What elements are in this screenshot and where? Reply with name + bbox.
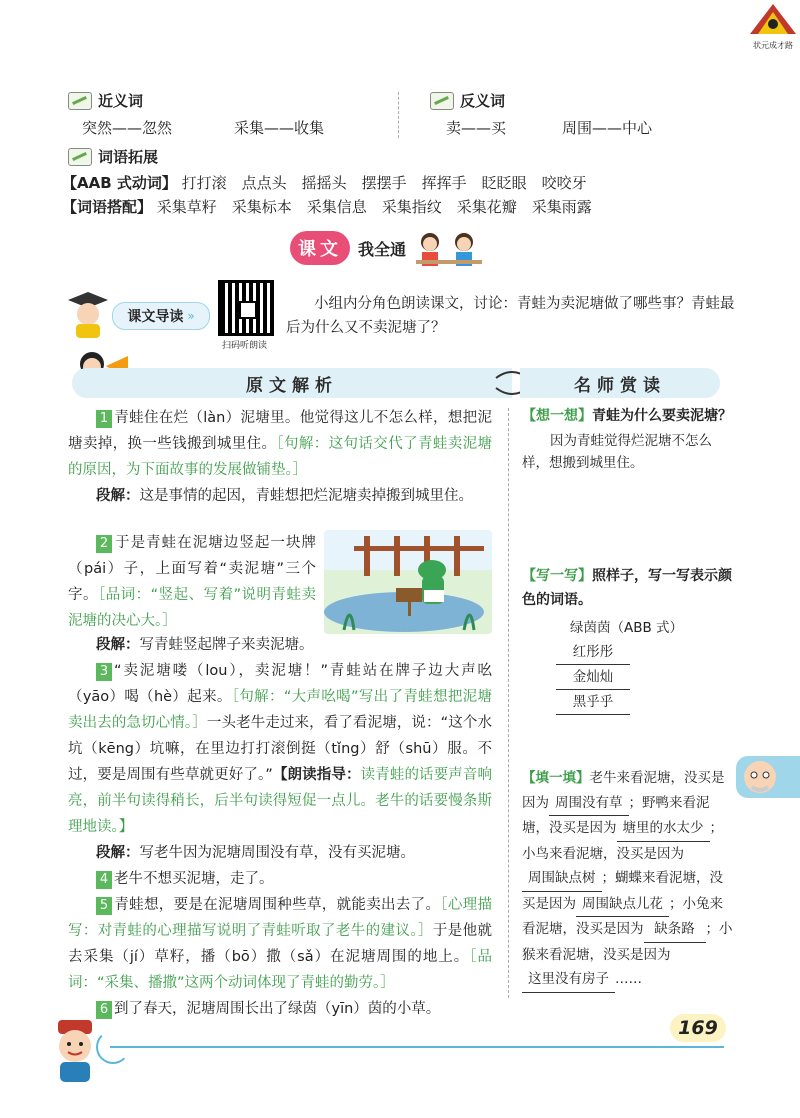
- kewen-badge: [290, 231, 350, 265]
- section-analysis-3: [68, 840, 492, 866]
- synonyms-title: 近义词: [98, 92, 144, 110]
- write-label: 【写一写】: [522, 568, 592, 584]
- reading-guide-label: 【朗读指导：: [272, 767, 361, 783]
- paragraph-5-text-a: 青蛙想，要是在泥塘周围种些草，就能卖出去了。: [114, 897, 441, 913]
- fill-text-7: ……: [615, 971, 642, 987]
- kids-reading-icon: [414, 228, 484, 268]
- fill-text-4: ；蝴蝶来看泥塘，没买是因为: [522, 870, 723, 912]
- write-example: 绿茵茵（ABB 式）: [570, 620, 684, 636]
- kewen-title: 我全通: [358, 239, 407, 259]
- think-answer: 因为青蛙觉得烂泥塘不怎么样，想搬到城里住。: [522, 433, 712, 471]
- paragraph-3-text-b: 一头老牛走过来，看了看泥塘，说：“这个水坑（kēng）坑嘛，在里边打打滚倒挺（tǐng）舒（shū）服。不过，要是周围有些草就更好了。”: [68, 715, 493, 783]
- aab-row: [62, 172, 587, 193]
- fill-label: 【填一填】: [522, 770, 590, 786]
- antonym-pair-2: 周围——中心: [562, 119, 653, 137]
- teacher-avatar-icon: [740, 757, 780, 797]
- think-box: [522, 404, 732, 474]
- banner-right-title: 名师赏读: [574, 375, 666, 396]
- analysis-label: 段解：: [96, 488, 140, 504]
- fill-text-1: 老牛来看泥塘，没买是因为: [522, 770, 725, 811]
- qr-caption: 扫码听朗读: [222, 341, 268, 351]
- paragraph-number: 1: [96, 410, 112, 428]
- section-divider: [398, 92, 399, 138]
- qr-center-icon: [239, 301, 257, 319]
- think-question: 青蛙为什么要卖泥塘？: [592, 408, 732, 424]
- paragraph-4: [68, 866, 492, 892]
- expansion-title: 词语拓展: [98, 148, 159, 166]
- footer-arc: [96, 1030, 130, 1064]
- banner-original-analysis: [72, 368, 512, 398]
- page-number-badge: [670, 1014, 726, 1042]
- synonym-pair-2: 采集——收集: [234, 119, 325, 137]
- aab-words: 打打滚 点点头 摇摇头 摆摆手 挥挥手 眨眨眼 咬咬牙: [181, 174, 587, 192]
- frog-illustration: [324, 530, 492, 634]
- paragraph-number: 3: [96, 663, 112, 681]
- write-answer-2: 金灿灿: [556, 665, 630, 690]
- analysis-1-text: 这是事情的起因，青蛙想把烂泥塘卖掉搬到城里住。: [139, 488, 473, 504]
- guide-text: 小组内分角色朗读课文，讨论：青蛙为卖泥塘做了哪些事？青蛙最后为什么又不卖泥塘了？: [286, 296, 735, 336]
- paragraph-5-text-b: 于是他就去采集（jí）草籽，播（bō）撒（sǎ）在泥塘周围的地上。: [68, 923, 493, 965]
- kewen-badge-text: 课文: [290, 231, 350, 265]
- frog-sign-icon: [324, 530, 492, 634]
- antonym-pair-1: 卖——买: [446, 119, 507, 137]
- expansion-heading: [68, 146, 158, 167]
- column-divider: [508, 408, 509, 998]
- aab-label: 【AAB 式动词】: [62, 174, 177, 192]
- synonym-pair-1: 突然——忽然: [82, 119, 173, 137]
- pencil-icon: [430, 92, 454, 110]
- paragraph-number: 6: [96, 1001, 112, 1019]
- think-label: 【想一想】: [522, 408, 592, 424]
- section-analysis-2: [68, 632, 492, 658]
- fill-answer-5: 缺条路: [644, 917, 706, 943]
- fill-answer-1: 周围没有草: [549, 791, 629, 817]
- write-question: 照样子，写一写表示颜色的词语。: [522, 568, 732, 608]
- section-analysis-1: [68, 483, 492, 509]
- paragraph-3-note-b: 读青蛙的话要声音响亮，前半句读得稍长，后半句读得短促一点儿。老牛的话要慢条斯理地读。】: [68, 767, 493, 835]
- antonyms-heading: [430, 90, 505, 111]
- qr-code[interactable]: [218, 280, 274, 336]
- paragraph-1-note: ［句解：这句话交代了青蛙卖泥塘的原因，为下面故事的发展做铺垫。］: [68, 436, 492, 478]
- write-box: [522, 564, 732, 715]
- kewen-banner: [290, 226, 520, 270]
- pencil-icon: [68, 92, 92, 110]
- paragraph-1: [68, 405, 492, 483]
- combo-row: [62, 196, 592, 217]
- fill-answer-2: 塘里的水太少: [617, 816, 710, 842]
- paragraph-number: 4: [96, 871, 112, 889]
- write-answer-3: 黑乎乎: [556, 690, 630, 715]
- antonyms-title: 反义词: [460, 92, 506, 110]
- analysis-3-text: 写老牛因为泥塘周围没有草，没有买泥塘。: [139, 845, 415, 861]
- guide-label: 课文导读: [127, 309, 184, 325]
- paragraph-2-note: ［品词：“竖起、写着”说明青蛙卖泥塘的决心大。］: [68, 587, 316, 629]
- paragraph-5-note-b: ［品词：“采集、播撒”这两个动词体现了青蛙的勤劳。］: [68, 949, 493, 991]
- paragraph-4-text: 老牛不想买泥塘，走了。: [114, 871, 274, 887]
- logo-text: 状元成才路: [753, 41, 793, 50]
- analysis-2-text: 写青蛙竖起牌子来卖泥塘。: [139, 637, 314, 653]
- guide-mascot: [66, 290, 110, 340]
- footer-line: [110, 1046, 724, 1048]
- page-number: 169: [678, 1017, 718, 1039]
- paragraph-6: [68, 996, 492, 1022]
- banner-left-title: 原文解析: [246, 375, 338, 396]
- graduate-kid-icon: [66, 290, 110, 340]
- banner-teacher-reading: [520, 368, 720, 398]
- brand-logo: [748, 2, 798, 48]
- paragraph-number: 2: [96, 535, 112, 553]
- combo-label: 【词语搭配】: [62, 198, 153, 216]
- paragraph-3: [68, 658, 492, 840]
- pencil-icon: [68, 148, 92, 166]
- side-tab: [736, 756, 800, 798]
- analysis-label: 段解：: [96, 637, 140, 653]
- fill-text-5: ；小兔来看泥塘，没买是因为: [522, 895, 723, 937]
- fill-text-3: ；小鸟来看泥塘，没买是因为: [522, 820, 723, 862]
- paragraph-2-text: 于是青蛙在泥塘边竖起一块牌（pái）子，上面写着“卖泥塘”三个字。: [68, 535, 316, 603]
- fill-box: [522, 766, 734, 993]
- paragraph-number: 5: [96, 897, 112, 915]
- write-answer-1: 红彤彤: [556, 640, 630, 665]
- paragraph-6-text: 到了春天，泥塘周围长出了绿茵（yīn）茵的小草。: [114, 1001, 441, 1017]
- chevron-right-icon: »: [187, 309, 195, 323]
- paragraph-3-text-a: “卖泥塘喽（lou），卖泥塘！”青蛙站在牌子边大声吆（yāo）喝（hè）起来。: [68, 663, 492, 705]
- analysis-label: 段解：: [96, 845, 140, 861]
- fill-text-2: ；野鸭来看泥塘，没买是因为: [522, 794, 710, 836]
- synonyms-heading: [68, 90, 143, 111]
- paragraph-2: [68, 530, 316, 634]
- paragraph-5-note-a: ［心理描写：对青蛙的心理描写说明了青蛙听取了老牛的建议。］: [68, 897, 492, 939]
- combo-words: 采集草籽 采集标本 采集信息 采集指纹 采集花瓣 采集雨露: [156, 198, 592, 216]
- paragraph-5: [68, 892, 492, 996]
- fill-answer-3: 周围缺点树: [522, 866, 602, 892]
- paragraph-1-text: 青蛙住在烂（làn）泥塘里。他觉得这儿不怎么样，想把泥塘卖掉，换一些钱搬到城里住。: [68, 410, 492, 452]
- fill-text-6: ；小猴来看泥塘，没买是因为: [522, 921, 733, 963]
- fill-answer-4: 周围缺点儿花: [576, 892, 669, 918]
- paragraph-3-note-a: ［句解：“大声吆喝”写出了青蛙想把泥塘卖出去的急切心情。］: [68, 689, 492, 731]
- fill-answer-6: 这里没有房子: [522, 967, 615, 993]
- guide-label-box: [112, 302, 210, 330]
- mountain-logo-icon: [748, 2, 798, 36]
